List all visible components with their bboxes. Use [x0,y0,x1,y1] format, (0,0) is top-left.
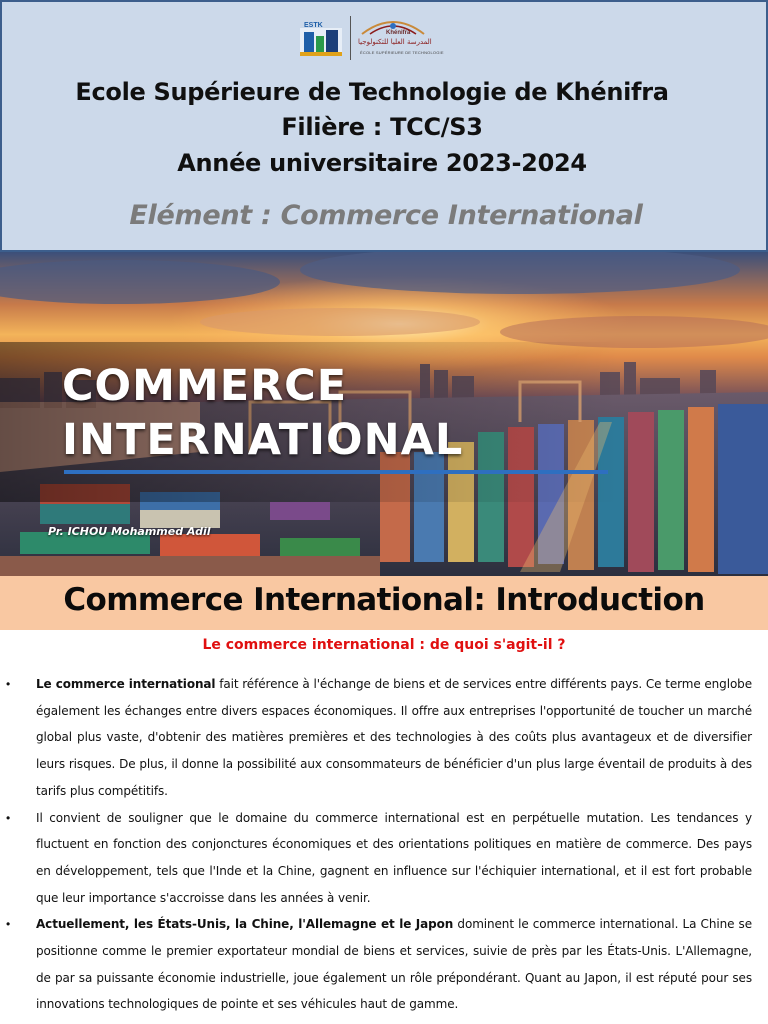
logo-right-name: Khénifra [386,30,411,36]
bullet-text: dominent le commerce international. La Chine se positionne comme le premier exportateur mondial de biens et services, suivie de près par les États-Unis. L'Allemagne, de par sa puissante économie industrielle, joue également un rôle prépondérant. Quant au Japon, il est réputé pour ses innovations technologiques de pointe et ses véhicules haut de gamme. [36,917,752,1012]
school-logo-left [298,18,344,58]
banner-image [0,252,768,576]
course-element: Elément : Commerce International [129,200,643,231]
logo-left-text: ESTK [304,22,323,29]
banner-underline [64,470,608,474]
academic-year: Année universitaire 2023-2024 [177,149,587,177]
bullet-bold-lead: Actuellement, les États-Unis, la Chine, l'Allemagne et le Japon [36,917,454,932]
bullet-paragraph [36,671,752,805]
school-logo-right [356,16,444,60]
author-name: Pr. ICHOU Mohammed Adil [48,525,211,538]
section-subtitle: Le commerce international : de quoi s'agit-il ? [202,637,566,653]
bullet-paragraph [36,911,752,1018]
header-box [0,0,768,252]
bullet-item [0,805,768,912]
logo-divider [350,16,351,60]
logo-right-arabic: المدرسة العليا للتكنولوجيا [358,38,432,46]
bullet-item [0,671,768,805]
bullet-dot-icon: • [6,810,11,825]
bullet-list [0,671,768,1018]
banner-title-line2: INTERNATIONAL [62,415,464,465]
bullet-paragraph [36,805,752,912]
section-title: Commerce International: Introduction [63,582,705,618]
program-line: Filière : TCC/S3 [281,113,483,141]
section-title-bar [0,576,768,630]
bullet-text: Il convient de souligner que le domaine du commerce international est en perpétuelle mutation. Les tendances y fluctuent en fonction des conjonctures économiques et des orientations politiques en matière de commerce. Des pays en développement, tels que l'Inde et la Chine, gagnent en influence sur l'échiquier international, et il est fort probable que leur importance s'accroisse dans les années à venir. [36,810,752,905]
bullet-dot-icon: • [6,677,11,691]
banner-title-line1: COMMERCE [62,361,348,411]
bullet-item [0,911,768,1018]
bullet-dot-icon: • [6,917,11,932]
logos [298,16,444,60]
logo-right-subtitle: ÉCOLE SUPÉRIEURE DE TECHNOLOGIE [360,50,444,55]
bullet-text: fait référence à l'échange de biens et de services entre différents pays. Ce terme englobe également les échanges entre divers espaces économiques. Il offre aux entreprises l'opportunité de toucher un marché global plus vaste, d'obtenir des matières premières et des technologies à des coûts plus avantageux et de diversifier leurs risques. De plus, il donne la possibilité aux consommateurs de bénéficier d'un plus large éventail de produits à des tarifs plus compétitifs. [36,677,752,798]
school-name: Ecole Supérieure de Technologie de Khénifra [75,78,669,106]
bullet-bold-lead: Le commerce international [36,677,216,691]
